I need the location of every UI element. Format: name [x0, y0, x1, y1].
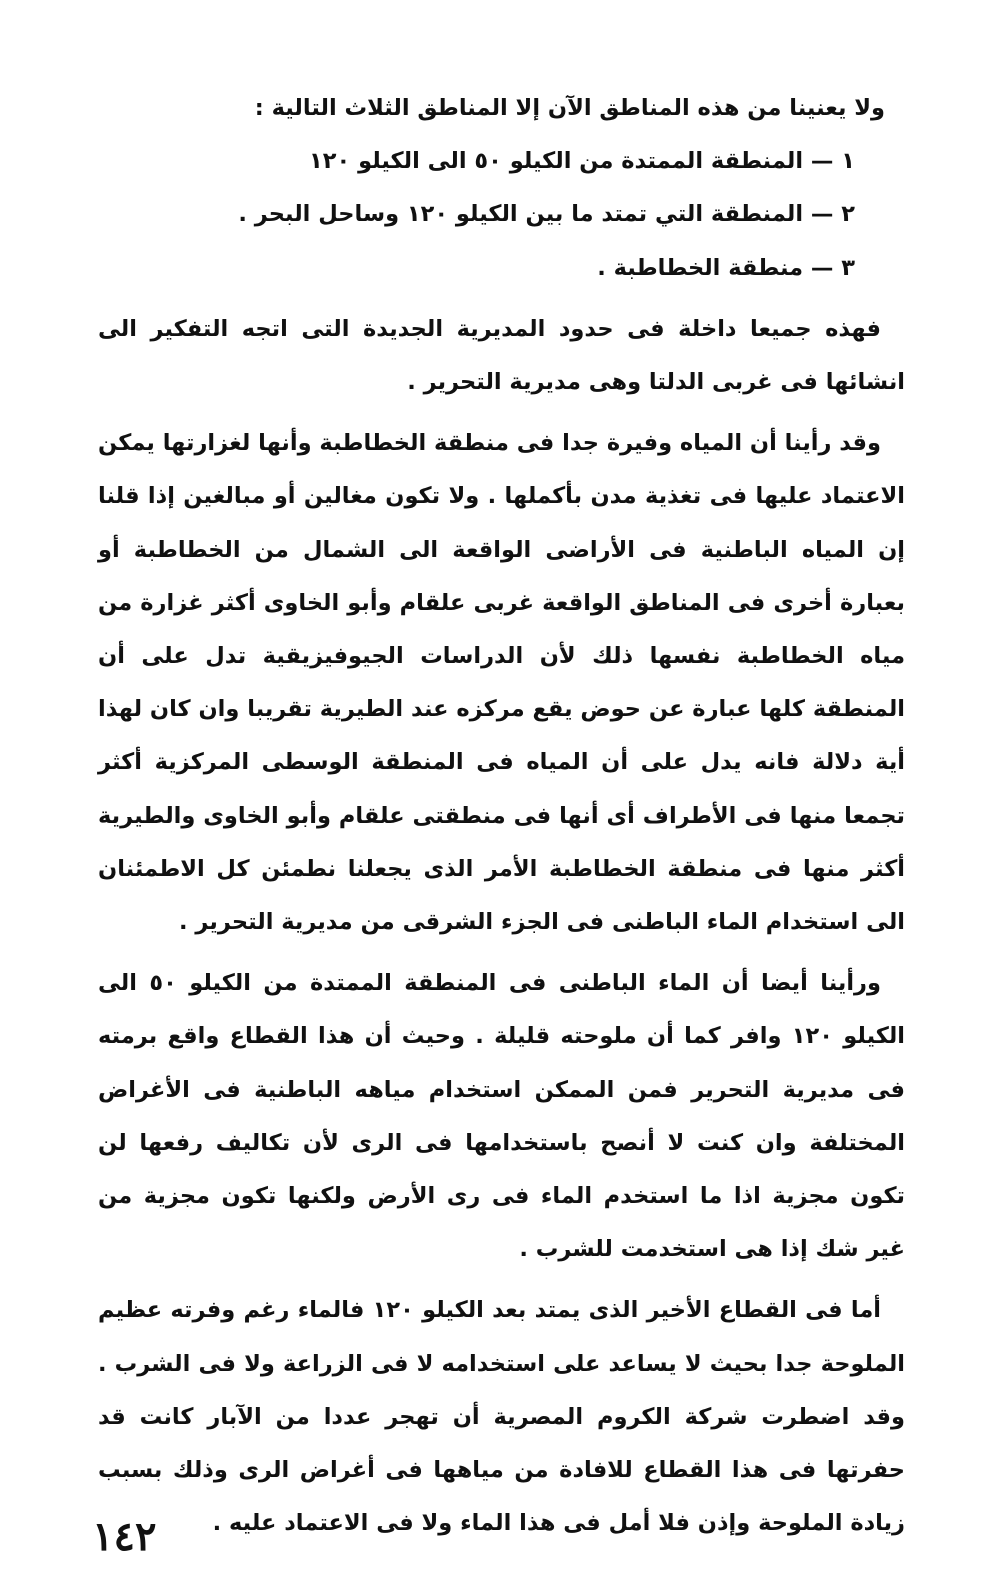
page-body — [98, 82, 905, 1550]
list-item-3: ٣ — منطقة الخطاطبة . — [597, 254, 855, 281]
paragraph-2-text: وقد رأينا أن المياه وفيرة جدا فى منطقة الخطاطبة وأنها لغزارتها يمكن الاعتماد عليها فى تغذية مدن بأكملها . ولا تكون مغالين أو مبالغين إذا قلنا إن المياه الباطنية فى الأراضى الواقعة الى الشمال من الخطاطبة أو بعبارة أخرى فى المناطق الواقعة غربى علقام وأبو الخاوى أكثر غزارة من مياه الخطاطبة نفسها ذلك لأن الدراسات الجيوفيزيقية تدل على أن المنطقة كلها عبارة عن حوض يقع مركزه عند الطيرية تقريبا وان كان لهذا أية دلالة فانه يدل على أن المياه فى المنطقة الوسطى المركزية أكثر تجمعا منها فى الأطراف أى أنها فى منطقتى علقام وأبو الخاوى والطيرية أكثر منها فى منطقة الخطاطبة الأمر الذى يجعلنا نطمئن كل الاطمئنان الى استخدام الماء الباطنى فى الجزء الشرقى من مديرية التحرير . — [98, 430, 905, 936]
paragraph-1-text: فهذه جميعا داخلة فى حدود المديرية الجديدة التى اتجه التفكير الى انشائها فى غربى الدلتا وهى مديرية التحرير . — [98, 315, 905, 396]
paragraph-3-text: ورأينا أيضا أن الماء الباطنى فى المنطقة الممتدة من الكيلو ٥٠ الى الكيلو ١٢٠ وافر كما أن ملوحته قليلة . وحيث أن هذا القطاع واقع برمته فى مديرية التحرير فمن الممكن استخدام مياهه الباطنية فى الأغراض المختلفة وان كنت لا أنصح باستخدامها فى الرى لأن تكاليف رفعها لن تكون مجزية اذا ما استخدم الماء فى رى الأرض ولكنها تكون مجزية من غير شك إذا هى استخدمت للشرب . — [98, 970, 906, 1263]
paragraph-3 — [98, 957, 905, 1276]
paragraph-2 — [98, 417, 905, 949]
intro-line: ولا يعنينا من هذه المناطق الآن إلا المناطق الثلاث التالية : — [254, 95, 885, 121]
paragraph-4-text: أما فى القطاع الأخير الذى يمتد بعد الكيلو ١٢٠ فالماء رغم وفرته عظيم الملوحة جدا بحيث لا يساعد على استخدامه لا فى الزراعة ولا فى الشرب . وقد اضطرت شركة الكروم المصرية أن تهجر عددا من الآبار كانت قد حفرتها فى هذا القطاع للافادة من مياهها فى أغراض الرى وذلك بسبب زيادة الملوحة وإذن فلا أمل فى هذا الماء ولا فى الاعتماد عليه . — [98, 1297, 905, 1537]
list-item-1: ١ — المنطقة الممتدة من الكيلو ٥٠ الى الكيلو ١٢٠ — [309, 148, 855, 175]
page-number: ١٤٢ — [92, 1513, 157, 1560]
paragraph-1 — [98, 303, 905, 409]
list-item-2: ٢ — المنطقة التي تمتد ما بين الكيلو ١٢٠ وساحل البحر . — [238, 201, 855, 228]
paragraph-4 — [98, 1284, 905, 1550]
